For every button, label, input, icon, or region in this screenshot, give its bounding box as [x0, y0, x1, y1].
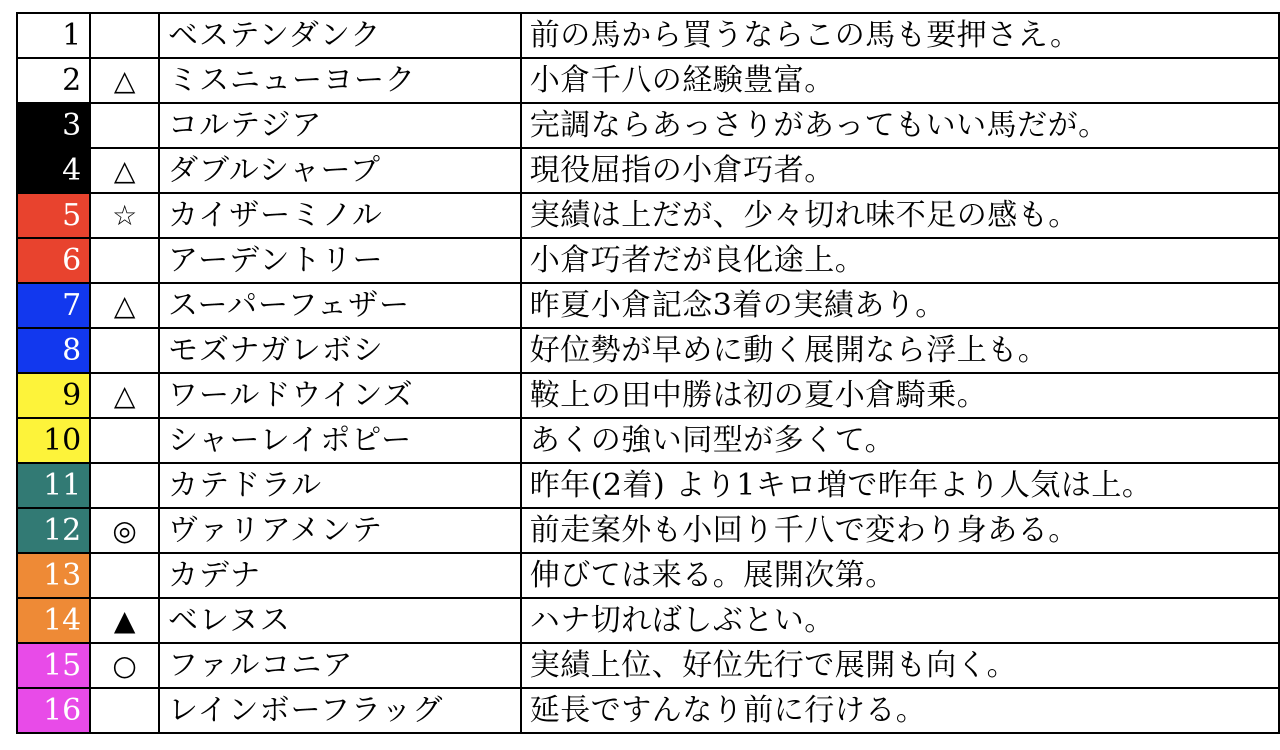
table-row [17, 103, 1279, 148]
table-row [17, 148, 1279, 193]
horse-comment: 現役屈指の小倉巧者。 [521, 148, 1279, 193]
horse-name: カイザーミノル [159, 193, 521, 238]
horse-number: 5 [17, 193, 90, 238]
horse-number: 12 [17, 508, 90, 553]
horse-comment: 小倉巧者だが良化途上。 [521, 238, 1279, 283]
prediction-mark: △ [90, 283, 159, 328]
horse-number: 2 [17, 58, 90, 103]
race-entry-body [17, 13, 1279, 733]
horse-name: コルテジア [159, 103, 521, 148]
horse-number: 6 [17, 238, 90, 283]
horse-comment: 前走案外も小回り千八で変わり身ある。 [521, 508, 1279, 553]
horse-name: ミスニューヨーク [159, 58, 521, 103]
horse-number: 7 [17, 283, 90, 328]
table-row [17, 553, 1279, 598]
prediction-mark [90, 13, 159, 58]
horse-number: 9 [17, 373, 90, 418]
horse-number: 8 [17, 328, 90, 373]
table-row [17, 58, 1279, 103]
horse-comment: 実績は上だが、少々切れ味不足の感も。 [521, 193, 1279, 238]
horse-comment: 好位勢が早めに動く展開なら浮上も。 [521, 328, 1279, 373]
horse-comment: 延長ですんなり前に行ける。 [521, 688, 1279, 733]
horse-name: スーパーフェザー [159, 283, 521, 328]
table-row [17, 643, 1279, 688]
table-row [17, 328, 1279, 373]
horse-comment: 小倉千八の経験豊富。 [521, 58, 1279, 103]
horse-comment: 昨夏小倉記念3着の実績あり。 [521, 283, 1279, 328]
race-entry-table [16, 12, 1280, 734]
horse-name: ヴァリアメンテ [159, 508, 521, 553]
prediction-mark: ☆ [90, 193, 159, 238]
prediction-mark: ◎ [90, 508, 159, 553]
table-row [17, 418, 1279, 463]
horse-number: 16 [17, 688, 90, 733]
horse-comment: 昨年(2着) より1キロ増で昨年より人気は上。 [521, 463, 1279, 508]
table-row [17, 688, 1279, 733]
prediction-mark [90, 238, 159, 283]
prediction-mark: △ [90, 58, 159, 103]
horse-name: シャーレイポピー [159, 418, 521, 463]
prediction-mark [90, 418, 159, 463]
horse-name: レインボーフラッグ [159, 688, 521, 733]
table-row [17, 463, 1279, 508]
horse-comment: 完調ならあっさりがあってもいい馬だが。 [521, 103, 1279, 148]
horse-number: 3 [17, 103, 90, 148]
horse-name: カデナ [159, 553, 521, 598]
horse-number: 1 [17, 13, 90, 58]
horse-number: 14 [17, 598, 90, 643]
horse-comment: あくの強い同型が多くて。 [521, 418, 1279, 463]
horse-comment: 実績上位、好位先行で展開も向く。 [521, 643, 1279, 688]
table-row [17, 508, 1279, 553]
horse-comment: ハナ切ればしぶとい。 [521, 598, 1279, 643]
horse-comment: 鞍上の田中勝は初の夏小倉騎乗。 [521, 373, 1279, 418]
horse-name: アーデントリー [159, 238, 521, 283]
table-row [17, 193, 1279, 238]
horse-comment: 伸びては来る。展開次第。 [521, 553, 1279, 598]
table-row [17, 13, 1279, 58]
prediction-mark: △ [90, 373, 159, 418]
horse-number: 11 [17, 463, 90, 508]
horse-number: 13 [17, 553, 90, 598]
horse-number: 10 [17, 418, 90, 463]
horse-name: ベステンダンク [159, 13, 521, 58]
prediction-mark: ○ [90, 643, 159, 688]
table-row [17, 373, 1279, 418]
horse-number: 4 [17, 148, 90, 193]
horse-name: ワールドウインズ [159, 373, 521, 418]
horse-name: モズナガレボシ [159, 328, 521, 373]
horse-number: 15 [17, 643, 90, 688]
prediction-mark [90, 553, 159, 598]
horse-name: ファルコニア [159, 643, 521, 688]
horse-name: カテドラル [159, 463, 521, 508]
prediction-mark [90, 328, 159, 373]
prediction-mark [90, 463, 159, 508]
horse-comment: 前の馬から買うならこの馬も要押さえ。 [521, 13, 1279, 58]
horse-name: ベレヌス [159, 598, 521, 643]
prediction-mark: △ [90, 148, 159, 193]
prediction-mark: ▲ [90, 598, 159, 643]
table-row [17, 283, 1279, 328]
prediction-mark [90, 103, 159, 148]
prediction-mark [90, 688, 159, 733]
horse-name: ダブルシャープ [159, 148, 521, 193]
table-row [17, 238, 1279, 283]
table-row [17, 598, 1279, 643]
